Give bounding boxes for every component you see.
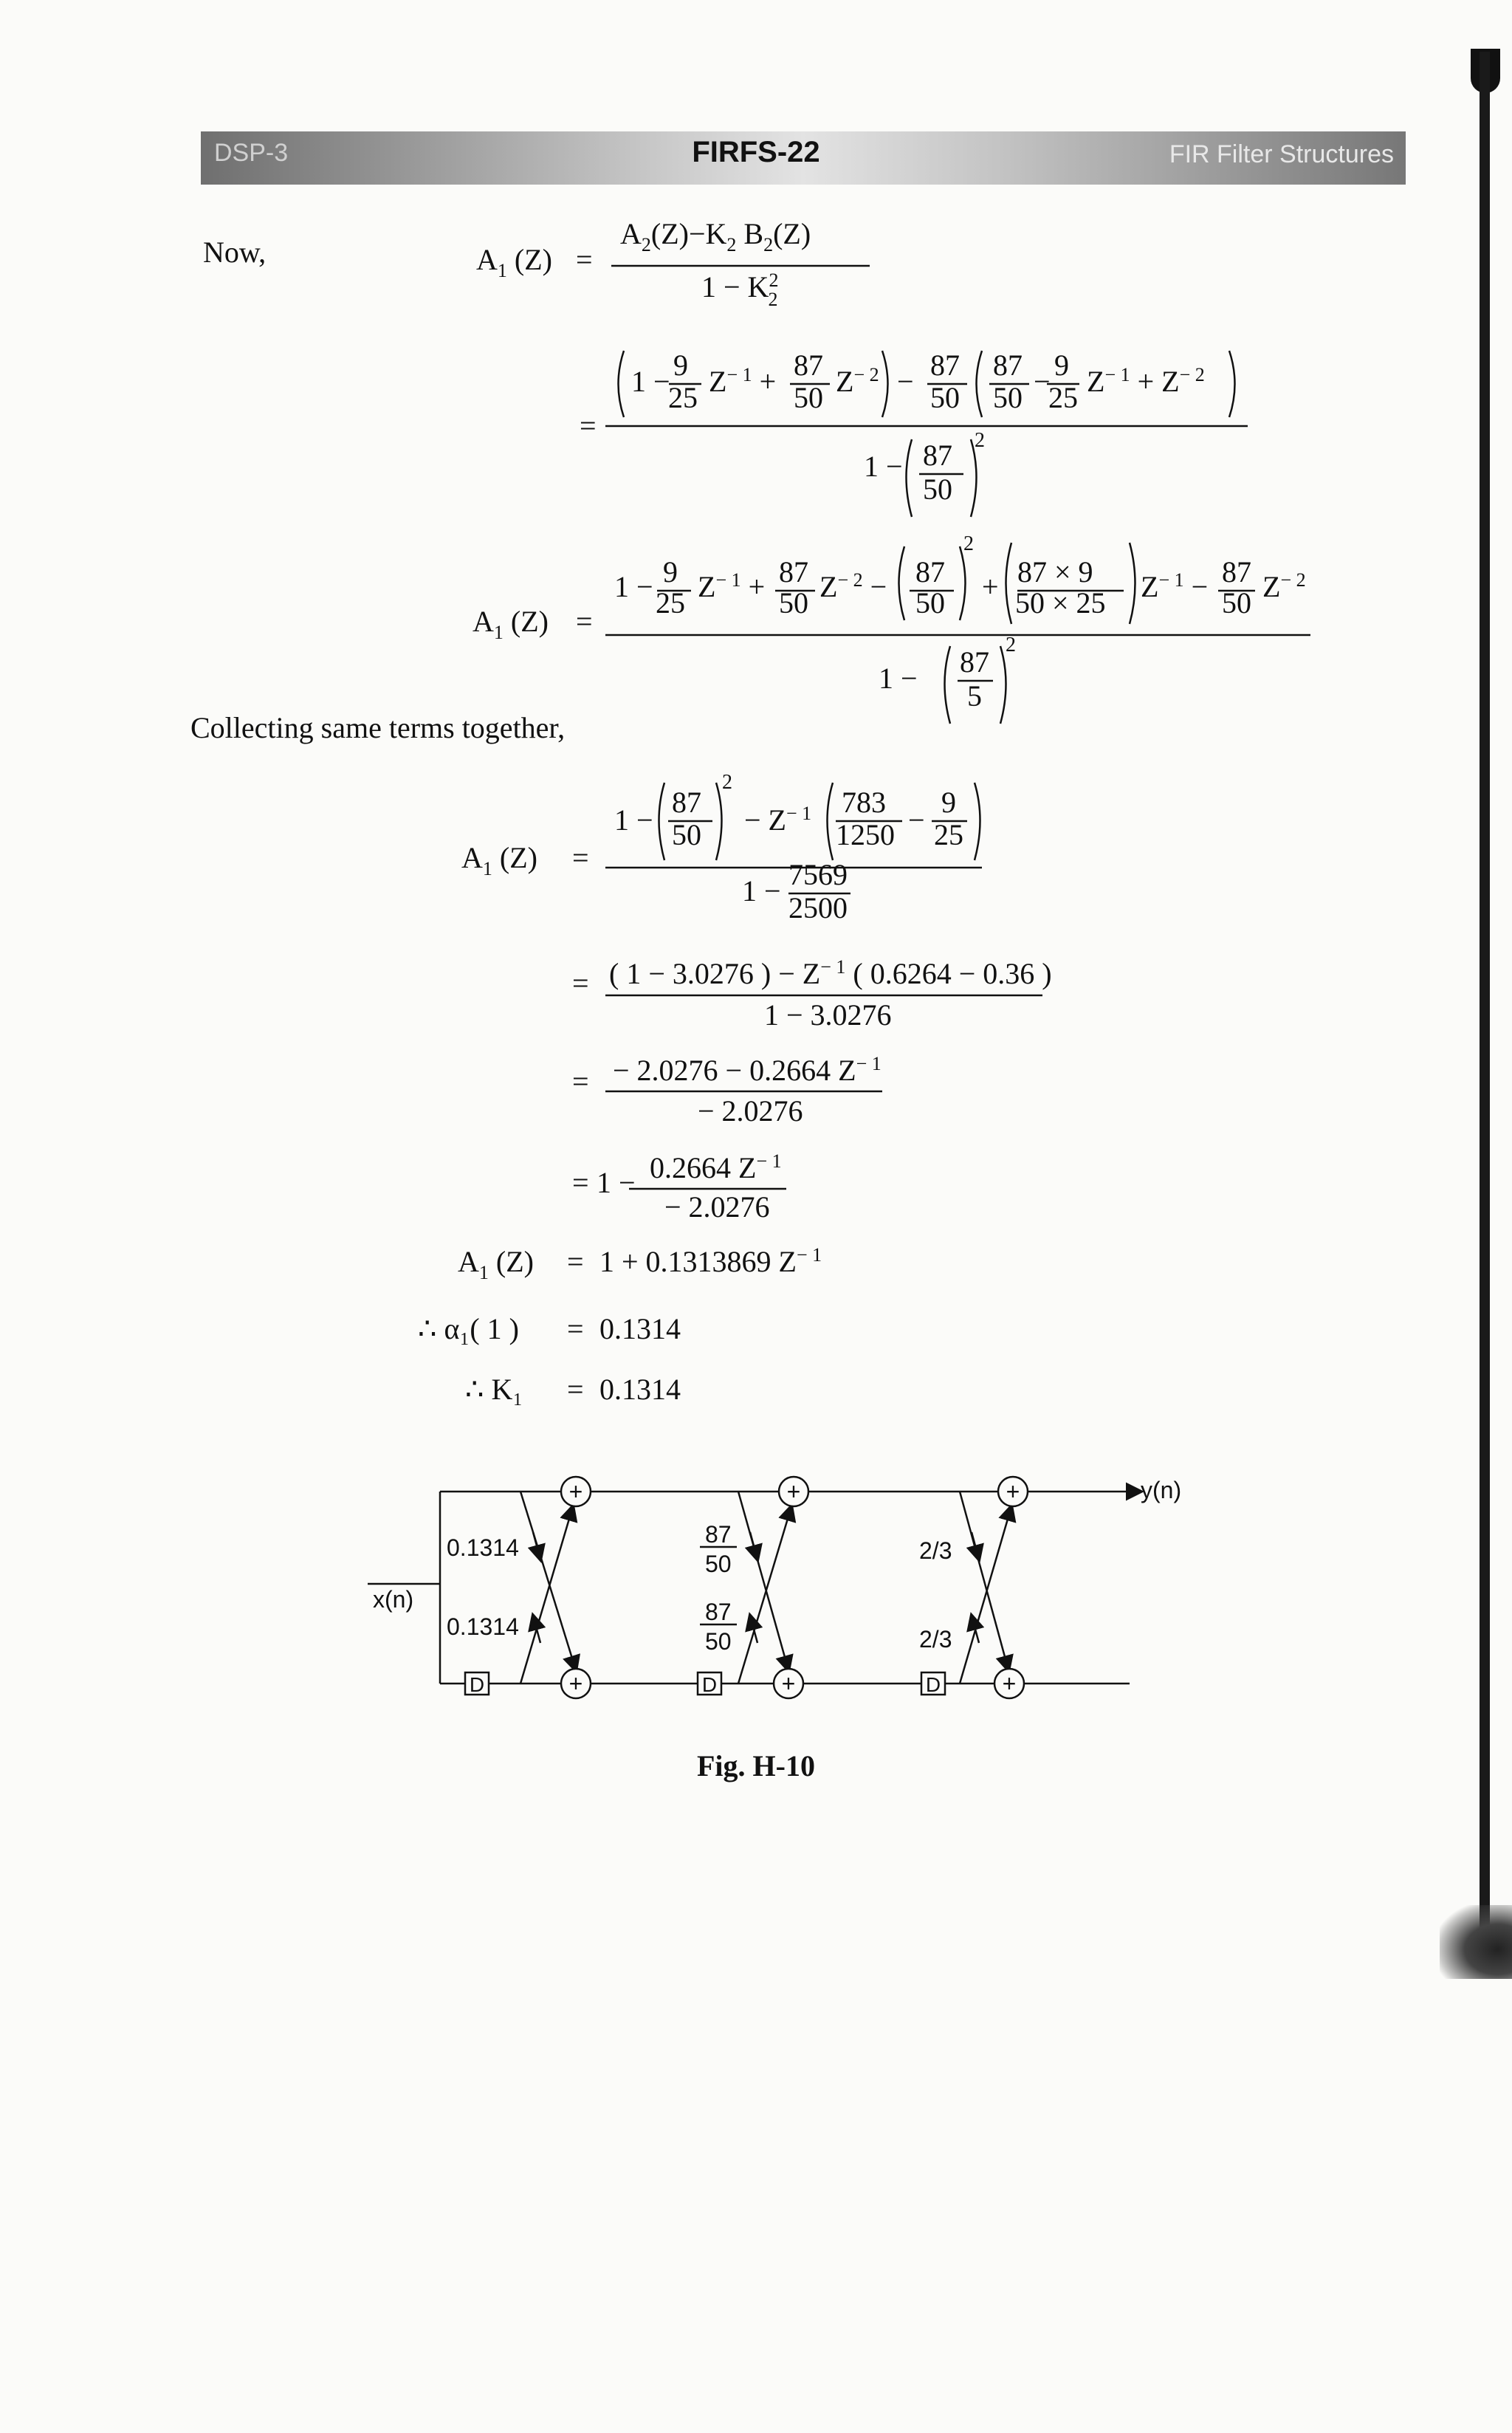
svg-text:1 −: 1 − [742,874,781,907]
svg-text:87: 87 [915,555,945,588]
coef-k3-bottom: 2/3 [919,1626,952,1653]
svg-text:87: 87 [779,555,808,588]
svg-text:1 −: 1 − [614,570,653,603]
svg-text:−: − [897,365,914,398]
collecting-label: Collecting same terms together, [190,711,566,744]
header-left: DSP-3 [214,139,289,167]
coef-k2-bottom-den: 50 [705,1628,732,1655]
svg-text:87: 87 [960,645,989,679]
svg-text:25: 25 [656,586,685,620]
svg-text:2: 2 [722,771,732,794]
svg-text:− 2.0276 − 0.2664 Z− 1: − 2.0276 − 0.2664 $Z^{- 1}$ [613,1053,882,1087]
svg-text:=: = [576,605,593,638]
svg-text:87: 87 [993,349,1023,382]
svg-text:Z− 1 +: $Z^{- 1}$ + [698,569,766,603]
svg-text:D: D [469,1673,485,1696]
svg-text:5: 5 [967,679,982,713]
svg-text:Z− 2: $Z^{- 2}$ [1262,569,1306,603]
svg-text:=: = [567,1245,584,1278]
svg-text:−: − [1034,365,1051,398]
coef-k1-top: 0.1314 [447,1534,519,1561]
k-eq: = [567,1373,584,1406]
svg-text:A1 (Z): $A_1$ (Z) [458,1245,534,1283]
svg-text:783: 783 [842,786,886,819]
svg-text:7569: 7569 [788,858,848,891]
svg-text:9: 9 [1054,349,1069,382]
alpha-value: 0.1314 [599,1312,681,1345]
alpha-eq: = [567,1312,584,1345]
svg-text:87: 87 [794,349,823,382]
coef-k2-bottom-num: 87 [705,1599,732,1625]
svg-text:25: 25 [668,381,698,414]
svg-text:50: 50 [672,818,701,851]
svg-text:− Z− 1: − $Z^{- 1}$ [744,803,812,837]
svg-text:=: = [572,1166,589,1199]
chapter-title: FIR Filter Structures [1169,140,1394,168]
svg-text:Z− 1 −: $Z^{- 1}$ − [1141,569,1209,603]
svg-text:+: + [568,1670,583,1697]
svg-text:1 − K22: $1 - K^2$ 2 [701,270,779,310]
coef-k2-top-num: 87 [705,1521,732,1548]
svg-text:2500: 2500 [788,891,848,924]
svg-text:2: 2 [975,429,985,452]
svg-text:Z− 1 + Z− 2: $Z^{- 1} + Z^{- 2}$ [1087,364,1205,398]
svg-text:87: 87 [923,439,952,472]
svg-text:1 −: 1 − [879,662,918,695]
svg-text:=: = [576,243,593,276]
svg-text:D: D [925,1673,941,1696]
svg-text:87: 87 [672,786,701,819]
coef-k2-top-den: 50 [705,1551,732,1577]
svg-text:2: 2 [963,532,974,555]
alpha-lhs: ∴ α₁( 1 ) [418,1312,519,1345]
figure-caption: Fig. H-10 [697,1749,815,1782]
svg-text:=: = [572,967,589,1000]
svg-text:=: = [580,409,597,442]
svg-text:50 × 25: 50 × 25 [1015,586,1106,620]
svg-text:25: 25 [1048,381,1078,414]
svg-text:2: 2 [1006,634,1016,656]
svg-text:A1 (Z): $A_1$ (Z) [461,841,537,879]
svg-text:=: = [572,841,589,874]
svg-text:1 − 3.0276: 1 − 3.0276 [764,998,892,1032]
svg-text:50: 50 [993,381,1023,414]
svg-text:50: 50 [930,381,960,414]
svg-text:− 2.0276: − 2.0276 [698,1094,803,1128]
svg-text:25: 25 [934,818,963,851]
coef-k3-top: 2/3 [919,1537,952,1564]
page-number: FIRFS-22 [692,136,820,168]
svg-text:50: 50 [915,586,945,620]
output-label: y(n) [1141,1477,1182,1503]
svg-text:1 −: 1 − [864,450,903,483]
svg-text:Z− 2: $Z^{- 2}$ [836,364,879,398]
input-label: x(n) [373,1586,414,1613]
svg-text:A1 (Z): $A_1$ (Z) [472,605,549,643]
svg-text:A1 (Z): $A_1$ (Z) [476,243,552,281]
k-lhs: ∴ K₁ [465,1373,523,1406]
svg-text:1 −: 1 − [597,1166,636,1199]
svg-text:87 × 9: 87 × 9 [1017,555,1093,588]
svg-text:+: + [982,570,999,603]
svg-text:0.2664 Z− 1: 0.2664 $Z^{- 1}$ [650,1150,782,1184]
svg-text:−: − [908,803,925,837]
svg-text:+: + [786,1478,801,1505]
svg-text:− 2.0276: − 2.0276 [664,1190,770,1224]
svg-text:1 + 0.1313869 Z− 1: 1 + 0.1313869 $Z^{- 1}$ [599,1244,822,1278]
svg-text:50: 50 [779,586,808,620]
svg-text:D: D [701,1673,718,1696]
svg-text:50: 50 [794,381,823,414]
coef-k1-bottom: 0.1314 [447,1613,519,1640]
svg-text:1 −: 1 − [614,803,653,837]
svg-text:Z− 1 +: $Z^{- 1}$ + [709,364,777,398]
svg-text:1250: 1250 [836,818,895,851]
svg-text:9: 9 [673,349,688,382]
now-label: Now, [203,236,267,269]
svg-text:A2(Z)−K2 B2(Z): $A_2(Z)-K_2$ $B_2(Z)$ [620,217,811,255]
svg-text:50: 50 [1222,586,1251,620]
svg-text:+: + [781,1670,796,1697]
svg-text:( 1 − 3.0276 ) − Z− 1 ( 0.6264: ( 1 − 3.0276 ) − $Z^{- 1}$ ( 0.6264 − 0.36 ) [609,956,1052,990]
k-value: 0.1314 [599,1373,681,1406]
svg-text:Z− 2 −: $Z^{- 2}$ − [819,569,887,603]
svg-text:+: + [1006,1478,1020,1505]
svg-text:=: = [572,1065,589,1098]
svg-text:9: 9 [941,786,956,819]
svg-text:1 −: 1 − [631,365,670,398]
svg-text:87: 87 [930,349,960,382]
svg-text:87: 87 [1222,555,1251,588]
svg-text:50: 50 [923,473,952,506]
svg-text:+: + [1002,1670,1017,1697]
svg-text:9: 9 [663,555,678,588]
svg-text:+: + [568,1478,583,1505]
